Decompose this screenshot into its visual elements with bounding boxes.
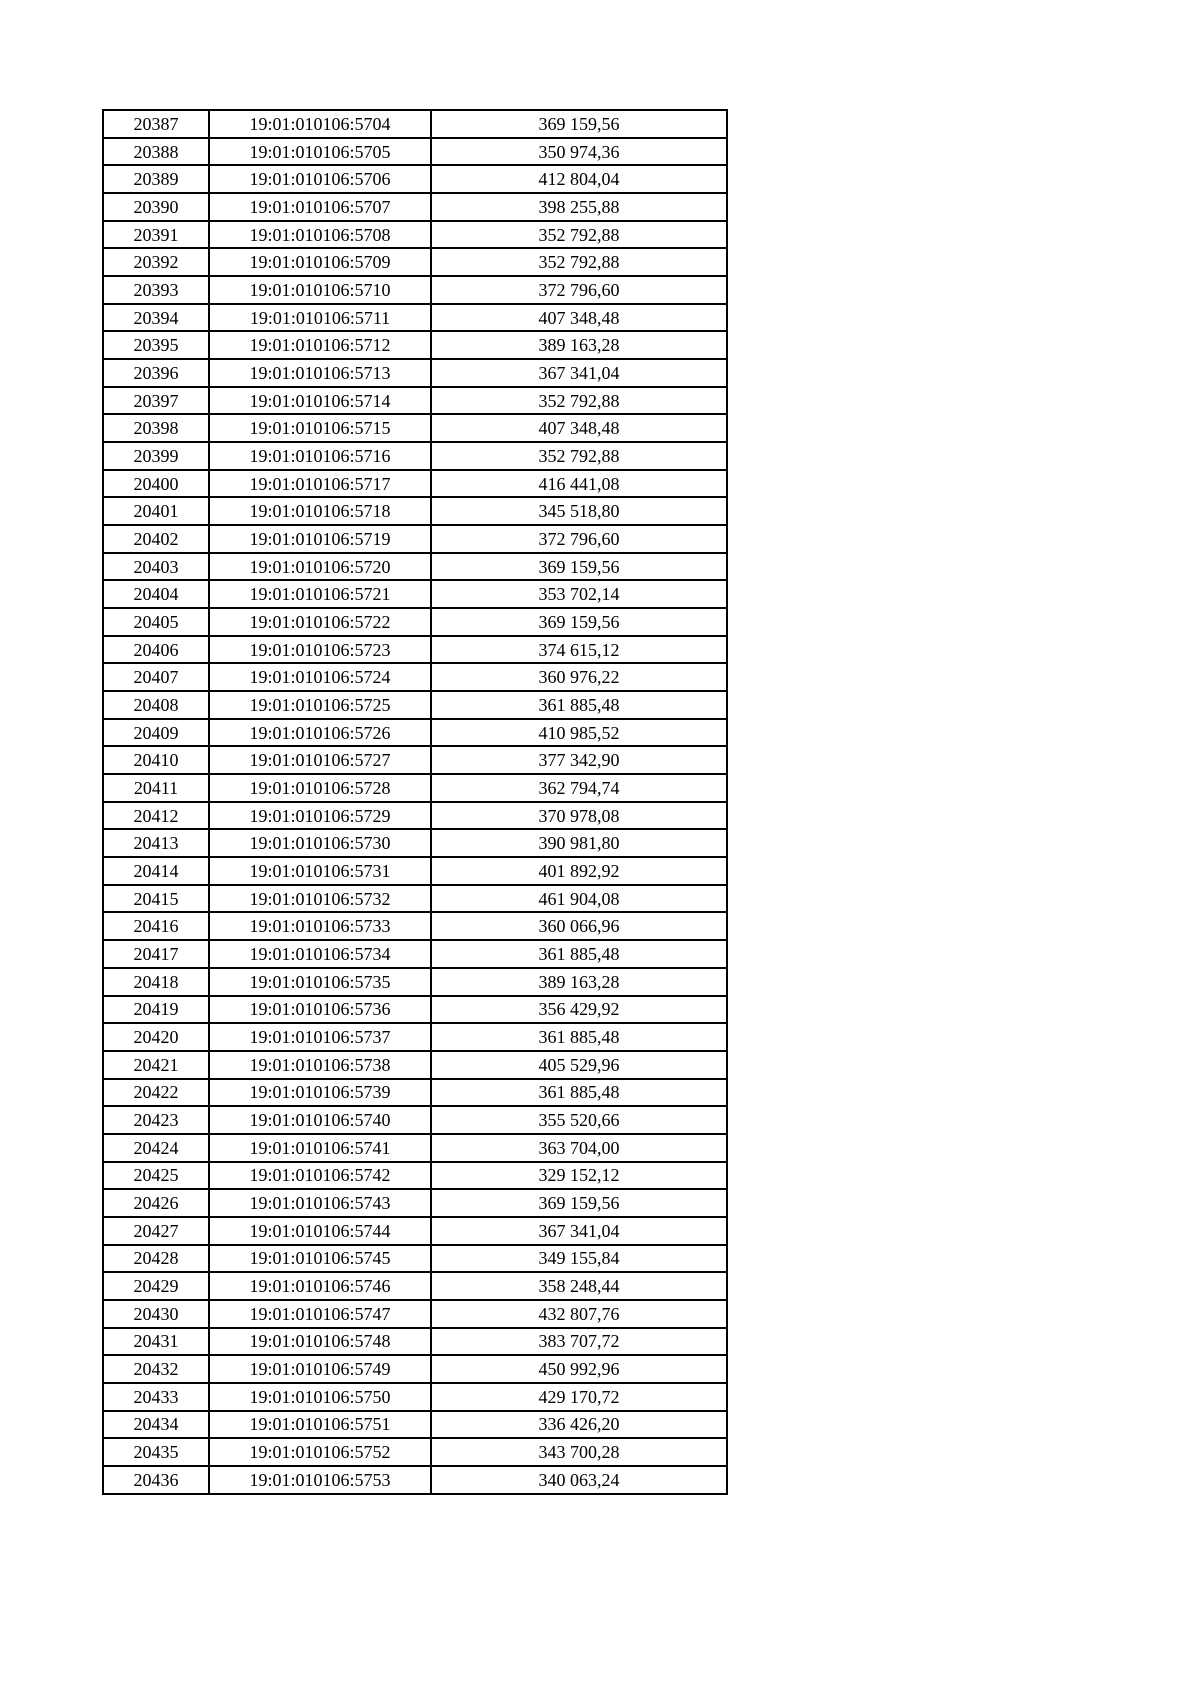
cadastral-value-cell: 367 341,04: [431, 1217, 727, 1245]
table-row: [103, 996, 727, 1024]
table-row: [103, 331, 727, 359]
cadastral-number-cell: 19:01:010106:5750: [209, 1383, 431, 1411]
table-row: [103, 912, 727, 940]
cadastral-value-cell: 363 704,00: [431, 1134, 727, 1162]
table-row: [103, 857, 727, 885]
table-row: [103, 525, 727, 553]
table-row: [103, 885, 727, 913]
table-row: [103, 746, 727, 774]
cadastral-number-cell: 19:01:010106:5733: [209, 912, 431, 940]
row-number-cell: 20415: [103, 885, 209, 913]
row-number-cell: 20390: [103, 193, 209, 221]
table-row: [103, 387, 727, 415]
cadastral-value-cell: 372 796,60: [431, 525, 727, 553]
row-number-cell: 20399: [103, 442, 209, 470]
row-number-cell: 20394: [103, 304, 209, 332]
table-row: [103, 1217, 727, 1245]
cadastral-value-cell: 360 976,22: [431, 663, 727, 691]
cadastral-value-cell: 383 707,72: [431, 1328, 727, 1356]
row-number-cell: 20416: [103, 912, 209, 940]
cadastral-number-cell: 19:01:010106:5738: [209, 1051, 431, 1079]
table-row: [103, 968, 727, 996]
cadastral-value-cell: 361 885,48: [431, 940, 727, 968]
cadastral-value-cell: 343 700,28: [431, 1438, 727, 1466]
row-number-cell: 20403: [103, 553, 209, 581]
cadastral-value-cell: 374 615,12: [431, 636, 727, 664]
table-row: [103, 1300, 727, 1328]
table-row: [103, 248, 727, 276]
row-number-cell: 20418: [103, 968, 209, 996]
table-row: [103, 1328, 727, 1356]
cadastral-number-cell: 19:01:010106:5723: [209, 636, 431, 664]
cadastral-value-cell: 369 159,56: [431, 553, 727, 581]
row-number-cell: 20430: [103, 1300, 209, 1328]
cadastral-value-cell: 372 796,60: [431, 276, 727, 304]
table-row: [103, 442, 727, 470]
cadastral-number-cell: 19:01:010106:5722: [209, 608, 431, 636]
cadastral-value-cell: 360 066,96: [431, 912, 727, 940]
cadastral-number-cell: 19:01:010106:5716: [209, 442, 431, 470]
cadastral-number-cell: 19:01:010106:5736: [209, 996, 431, 1024]
cadastral-number-cell: 19:01:010106:5735: [209, 968, 431, 996]
row-number-cell: 20417: [103, 940, 209, 968]
cadastral-value-cell: 398 255,88: [431, 193, 727, 221]
cadastral-number-cell: 19:01:010106:5741: [209, 1134, 431, 1162]
table-row: [103, 1383, 727, 1411]
cadastral-number-cell: 19:01:010106:5734: [209, 940, 431, 968]
cadastral-value-cell: 390 981,80: [431, 829, 727, 857]
cadastral-value-cell: 407 348,48: [431, 414, 727, 442]
cadastral-value-cell: 370 978,08: [431, 802, 727, 830]
table-row: [103, 1023, 727, 1051]
row-number-cell: 20404: [103, 580, 209, 608]
table-row: [103, 1134, 727, 1162]
row-number-cell: 20428: [103, 1245, 209, 1273]
table-row: [103, 719, 727, 747]
cadastral-value-cell: 407 348,48: [431, 304, 727, 332]
cadastral-value-cell: 432 807,76: [431, 1300, 727, 1328]
cadastral-value-cell: 416 441,08: [431, 470, 727, 498]
table-row: [103, 940, 727, 968]
cadastral-number-cell: 19:01:010106:5727: [209, 746, 431, 774]
cadastral-value-cell: 369 159,56: [431, 1189, 727, 1217]
table-row: [103, 1411, 727, 1439]
cadastral-value-cell: 389 163,28: [431, 968, 727, 996]
row-number-cell: 20433: [103, 1383, 209, 1411]
table-row: [103, 1189, 727, 1217]
table-row: [103, 636, 727, 664]
cadastral-number-cell: 19:01:010106:5708: [209, 221, 431, 249]
row-number-cell: 20408: [103, 691, 209, 719]
row-number-cell: 20411: [103, 774, 209, 802]
table-row: [103, 580, 727, 608]
table-row: [103, 553, 727, 581]
cadastral-number-cell: 19:01:010106:5725: [209, 691, 431, 719]
cadastral-value-table: [102, 109, 728, 1495]
table-row: [103, 1106, 727, 1134]
row-number-cell: 20388: [103, 138, 209, 166]
cadastral-number-cell: 19:01:010106:5713: [209, 359, 431, 387]
cadastral-value-cell: 362 794,74: [431, 774, 727, 802]
row-number-cell: 20420: [103, 1023, 209, 1051]
row-number-cell: 20407: [103, 663, 209, 691]
row-number-cell: 20401: [103, 497, 209, 525]
cadastral-number-cell: 19:01:010106:5753: [209, 1466, 431, 1494]
cadastral-number-cell: 19:01:010106:5710: [209, 276, 431, 304]
cadastral-number-cell: 19:01:010106:5707: [209, 193, 431, 221]
table-row: [103, 110, 727, 138]
table-row: [103, 663, 727, 691]
cadastral-value-cell: 429 170,72: [431, 1383, 727, 1411]
cadastral-number-cell: 19:01:010106:5719: [209, 525, 431, 553]
row-number-cell: 20397: [103, 387, 209, 415]
cadastral-number-cell: 19:01:010106:5711: [209, 304, 431, 332]
row-number-cell: 20423: [103, 1106, 209, 1134]
cadastral-number-cell: 19:01:010106:5718: [209, 497, 431, 525]
cadastral-number-cell: 19:01:010106:5748: [209, 1328, 431, 1356]
row-number-cell: 20414: [103, 857, 209, 885]
cadastral-number-cell: 19:01:010106:5721: [209, 580, 431, 608]
cadastral-number-cell: 19:01:010106:5720: [209, 553, 431, 581]
cadastral-number-cell: 19:01:010106:5732: [209, 885, 431, 913]
table-row: [103, 165, 727, 193]
cadastral-value-cell: 461 904,08: [431, 885, 727, 913]
cadastral-value-cell: 345 518,80: [431, 497, 727, 525]
table-row: [103, 1162, 727, 1190]
row-number-cell: 20412: [103, 802, 209, 830]
row-number-cell: 20436: [103, 1466, 209, 1494]
cadastral-value-cell: 369 159,56: [431, 110, 727, 138]
cadastral-number-cell: 19:01:010106:5731: [209, 857, 431, 885]
cadastral-number-cell: 19:01:010106:5744: [209, 1217, 431, 1245]
cadastral-number-cell: 19:01:010106:5726: [209, 719, 431, 747]
cadastral-value-cell: 350 974,36: [431, 138, 727, 166]
cadastral-value-cell: 349 155,84: [431, 1245, 727, 1273]
cadastral-number-cell: 19:01:010106:5724: [209, 663, 431, 691]
cadastral-value-cell: 369 159,56: [431, 608, 727, 636]
cadastral-value-cell: 358 248,44: [431, 1272, 727, 1300]
table-row: [103, 608, 727, 636]
table-row: [103, 829, 727, 857]
row-number-cell: 20421: [103, 1051, 209, 1079]
row-number-cell: 20422: [103, 1079, 209, 1107]
cadastral-number-cell: 19:01:010106:5737: [209, 1023, 431, 1051]
table-row: [103, 1051, 727, 1079]
cadastral-value-cell: 352 792,88: [431, 221, 727, 249]
cadastral-value-cell: 352 792,88: [431, 248, 727, 276]
row-number-cell: 20425: [103, 1162, 209, 1190]
cadastral-number-cell: 19:01:010106:5743: [209, 1189, 431, 1217]
row-number-cell: 20395: [103, 331, 209, 359]
row-number-cell: 20434: [103, 1411, 209, 1439]
cadastral-value-cell: 405 529,96: [431, 1051, 727, 1079]
table-row: [103, 497, 727, 525]
row-number-cell: 20405: [103, 608, 209, 636]
cadastral-number-cell: 19:01:010106:5717: [209, 470, 431, 498]
table-body: [103, 110, 727, 1494]
table-row: [103, 1466, 727, 1494]
cadastral-value-cell: 356 429,92: [431, 996, 727, 1024]
cadastral-value-cell: 340 063,24: [431, 1466, 727, 1494]
cadastral-value-cell: 353 702,14: [431, 580, 727, 608]
cadastral-number-cell: 19:01:010106:5739: [209, 1079, 431, 1107]
cadastral-number-cell: 19:01:010106:5714: [209, 387, 431, 415]
cadastral-number-cell: 19:01:010106:5705: [209, 138, 431, 166]
row-number-cell: 20402: [103, 525, 209, 553]
table-row: [103, 221, 727, 249]
row-number-cell: 20400: [103, 470, 209, 498]
table-row: [103, 1438, 727, 1466]
cadastral-value-cell: 336 426,20: [431, 1411, 727, 1439]
cadastral-number-cell: 19:01:010106:5709: [209, 248, 431, 276]
cadastral-value-cell: 410 985,52: [431, 719, 727, 747]
cadastral-number-cell: 19:01:010106:5706: [209, 165, 431, 193]
table-row: [103, 304, 727, 332]
cadastral-value-cell: 450 992,96: [431, 1355, 727, 1383]
cadastral-number-cell: 19:01:010106:5749: [209, 1355, 431, 1383]
cadastral-number-cell: 19:01:010106:5730: [209, 829, 431, 857]
table-row: [103, 802, 727, 830]
row-number-cell: 20393: [103, 276, 209, 304]
table-row: [103, 193, 727, 221]
cadastral-value-cell: 401 892,92: [431, 857, 727, 885]
cadastral-number-cell: 19:01:010106:5751: [209, 1411, 431, 1439]
cadastral-value-cell: 355 520,66: [431, 1106, 727, 1134]
table-row: [103, 1245, 727, 1273]
row-number-cell: 20409: [103, 719, 209, 747]
cadastral-number-cell: 19:01:010106:5745: [209, 1245, 431, 1273]
cadastral-number-cell: 19:01:010106:5715: [209, 414, 431, 442]
row-number-cell: 20389: [103, 165, 209, 193]
table-row: [103, 138, 727, 166]
row-number-cell: 20426: [103, 1189, 209, 1217]
row-number-cell: 20431: [103, 1328, 209, 1356]
row-number-cell: 20387: [103, 110, 209, 138]
row-number-cell: 20410: [103, 746, 209, 774]
row-number-cell: 20427: [103, 1217, 209, 1245]
table-row: [103, 1079, 727, 1107]
cadastral-value-cell: 352 792,88: [431, 387, 727, 415]
row-number-cell: 20406: [103, 636, 209, 664]
cadastral-number-cell: 19:01:010106:5729: [209, 802, 431, 830]
table-row: [103, 414, 727, 442]
row-number-cell: 20398: [103, 414, 209, 442]
cadastral-number-cell: 19:01:010106:5740: [209, 1106, 431, 1134]
cadastral-value-cell: 412 804,04: [431, 165, 727, 193]
row-number-cell: 20396: [103, 359, 209, 387]
table-row: [103, 1272, 727, 1300]
cadastral-value-cell: 389 163,28: [431, 331, 727, 359]
cadastral-value-cell: 329 152,12: [431, 1162, 727, 1190]
row-number-cell: 20429: [103, 1272, 209, 1300]
row-number-cell: 20424: [103, 1134, 209, 1162]
cadastral-value-cell: 367 341,04: [431, 359, 727, 387]
table-row: [103, 691, 727, 719]
table-row: [103, 276, 727, 304]
cadastral-number-cell: 19:01:010106:5742: [209, 1162, 431, 1190]
row-number-cell: 20391: [103, 221, 209, 249]
row-number-cell: 20413: [103, 829, 209, 857]
cadastral-value-cell: 361 885,48: [431, 1023, 727, 1051]
row-number-cell: 20419: [103, 996, 209, 1024]
cadastral-number-cell: 19:01:010106:5752: [209, 1438, 431, 1466]
table-row: [103, 359, 727, 387]
table-row: [103, 470, 727, 498]
table-row: [103, 1355, 727, 1383]
row-number-cell: 20435: [103, 1438, 209, 1466]
cadastral-value-cell: 361 885,48: [431, 691, 727, 719]
cadastral-number-cell: 19:01:010106:5747: [209, 1300, 431, 1328]
row-number-cell: 20432: [103, 1355, 209, 1383]
cadastral-number-cell: 19:01:010106:5712: [209, 331, 431, 359]
cadastral-number-cell: 19:01:010106:5728: [209, 774, 431, 802]
row-number-cell: 20392: [103, 248, 209, 276]
cadastral-value-cell: 377 342,90: [431, 746, 727, 774]
cadastral-value-cell: 361 885,48: [431, 1079, 727, 1107]
cadastral-number-cell: 19:01:010106:5746: [209, 1272, 431, 1300]
cadastral-value-cell: 352 792,88: [431, 442, 727, 470]
cadastral-number-cell: 19:01:010106:5704: [209, 110, 431, 138]
table-row: [103, 774, 727, 802]
